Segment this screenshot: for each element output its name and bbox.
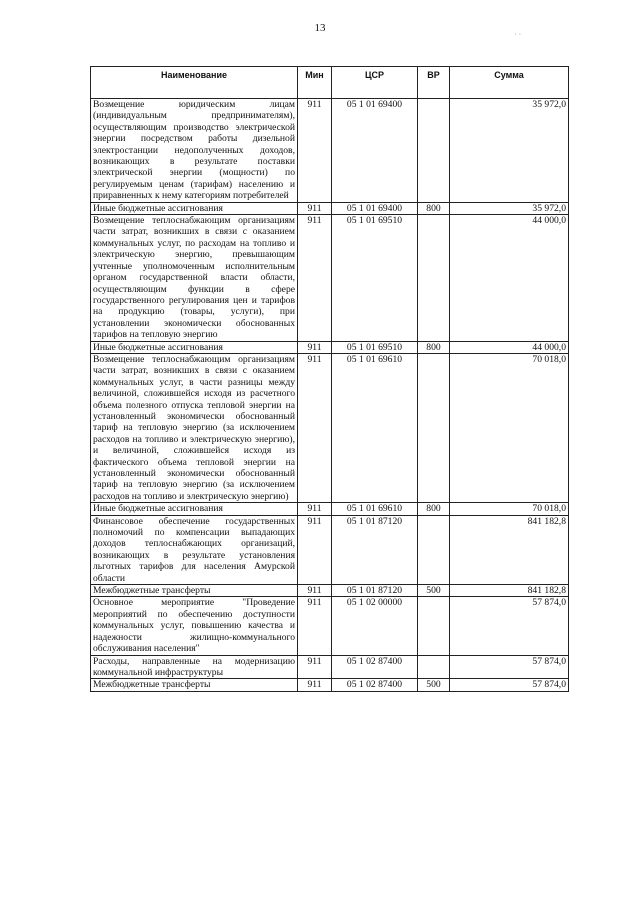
row-min: 911 (298, 215, 332, 341)
header-name: Наименование (91, 67, 298, 99)
table-row (91, 202, 569, 214)
table-row (91, 679, 569, 691)
table-row (91, 503, 569, 515)
row-vr (418, 597, 450, 655)
row-sum: 44 000,0 (450, 341, 569, 353)
row-vr (418, 353, 450, 502)
row-vr: 800 (418, 503, 450, 515)
row-vr (418, 99, 450, 203)
header-vr: ВР (418, 67, 450, 99)
table-row (91, 353, 569, 502)
row-min: 911 (298, 99, 332, 203)
row-csr: 05 1 01 69610 (332, 353, 418, 502)
row-vr (418, 215, 450, 341)
row-csr: 05 1 02 87400 (332, 679, 418, 691)
row-sum: 841 182,8 (450, 585, 569, 597)
row-sum: 35 972,0 (450, 99, 569, 203)
row-min: 911 (298, 655, 332, 679)
table-row (91, 515, 569, 584)
row-min: 911 (298, 202, 332, 214)
table-row (91, 585, 569, 597)
row-name: Межбюджетные трансферты (91, 679, 298, 691)
row-csr: 05 1 01 69400 (332, 99, 418, 203)
row-sum: 57 874,0 (450, 597, 569, 655)
row-sum: 841 182,8 (450, 515, 569, 584)
row-min: 911 (298, 585, 332, 597)
row-vr (418, 515, 450, 584)
row-sum: 70 018,0 (450, 503, 569, 515)
row-name: Межбюджетные трансферты (91, 585, 298, 597)
row-name: Иные бюджетные ассигнования (91, 202, 298, 214)
row-name: Основное мероприятие "Проведение мероприятий по обеспечению доступности коммунальных услуг, повышению качества и надежности жилищно-коммунального обслуживания населения" (91, 597, 298, 655)
row-sum: 44 000,0 (450, 215, 569, 341)
row-vr: 800 (418, 341, 450, 353)
row-min: 911 (298, 515, 332, 584)
row-csr: 05 1 01 69400 (332, 202, 418, 214)
row-min: 911 (298, 679, 332, 691)
row-csr: 05 1 02 00000 (332, 597, 418, 655)
row-name: Возмещение юридическим лицам (индивидуальным предпринимателям), осуществляющим производство электрической энергии посредством работы дизельной электростанции недополученных доходов, возникающих в результате поставки электрической энергии (мощности) по регулируемым ценам (тарифам) населению и приравненных к нему категориям потребителей (91, 99, 298, 203)
row-csr: 05 1 01 69510 (332, 215, 418, 341)
row-min: 911 (298, 341, 332, 353)
row-name: Возмещение теплоснабжающим организациям части затрат, возникших в связи с оказанием коммунальных услуг, по расходам на топливо и электрическую энергию, превышающим учтенные уполномоченным исполнительным органом государственной власти области, осуществляющим функции в сфере государственного регулирования цен и тарифов на продукцию (товары, услуги), при установлении экономически обоснованных тарифов на тепловую энергию (91, 215, 298, 341)
row-min: 911 (298, 503, 332, 515)
row-csr: 05 1 01 69610 (332, 503, 418, 515)
row-min: 911 (298, 597, 332, 655)
page-number: 13 (314, 22, 326, 34)
table-header-row (91, 67, 569, 99)
row-sum: 70 018,0 (450, 353, 569, 502)
row-sum: 35 972,0 (450, 202, 569, 214)
scan-speck: · · (514, 30, 522, 39)
header-min: Мин (298, 67, 332, 99)
table-row (91, 597, 569, 655)
table-row (91, 341, 569, 353)
row-vr: 500 (418, 585, 450, 597)
budget-table (90, 66, 569, 692)
header-csr: ЦСР (332, 67, 418, 99)
row-name: Финансовое обеспечение государственных полномочий по компенсации выпадающих доходов теплоснабжающих организаций, возникающих в результате установления льготных тарифов для населения Амурской области (91, 515, 298, 584)
row-vr: 800 (418, 202, 450, 214)
row-vr: 500 (418, 679, 450, 691)
table-row (91, 655, 569, 679)
row-name: Иные бюджетные ассигнования (91, 341, 298, 353)
row-csr: 05 1 01 69510 (332, 341, 418, 353)
row-csr: 05 1 02 87400 (332, 655, 418, 679)
table-row (91, 99, 569, 203)
row-vr (418, 655, 450, 679)
row-name: Иные бюджетные ассигнования (91, 503, 298, 515)
row-name: Расходы, направленные на модернизацию коммунальной инфраструктуры (91, 655, 298, 679)
table-row (91, 215, 569, 341)
row-sum: 57 874,0 (450, 655, 569, 679)
row-name: Возмещение теплоснабжающим организациям части затрат, возникших в связи с оказанием коммунальных услуг, в части разницы между величиной, сложившейся исходя из расчетного объема полезного отпуска тепловой энергии на установленный экономически обоснованный тариф на тепловую энергию (за исключением расходов на топливо и электрическую энергию), и величиной, сложившейся исходя из фактического объема тепловой энергии на установленный экономически обоснованный тариф на тепловую энергию (за исключением расходов на топливо и электрическую энергию) (91, 353, 298, 502)
row-csr: 05 1 01 87120 (332, 515, 418, 584)
row-min: 911 (298, 353, 332, 502)
row-sum: 57 874,0 (450, 679, 569, 691)
row-csr: 05 1 01 87120 (332, 585, 418, 597)
header-sum: Сумма (450, 67, 569, 99)
